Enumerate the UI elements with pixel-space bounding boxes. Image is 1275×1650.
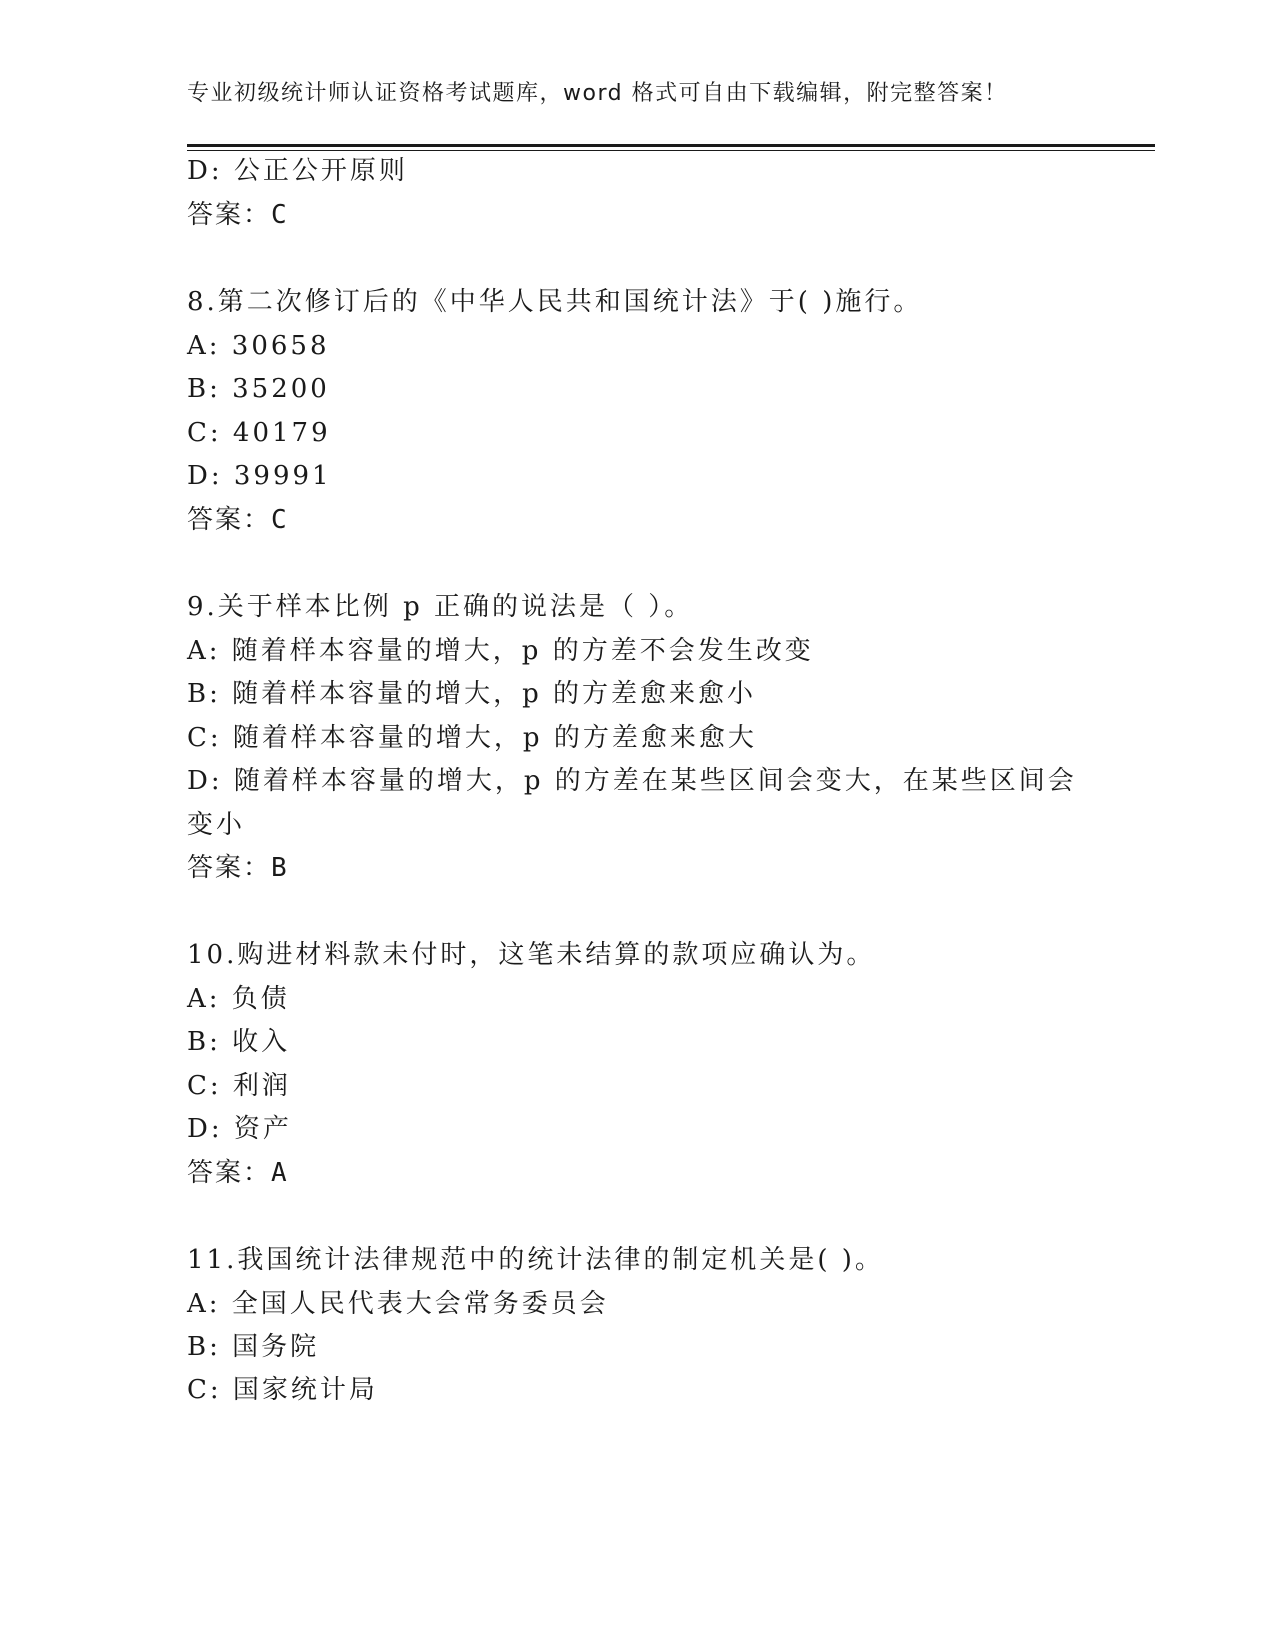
answer-value: A <box>271 1158 287 1188</box>
question-9-answer <box>187 852 287 884</box>
answer-line <box>187 199 287 231</box>
header-rule-thick <box>187 144 1155 147</box>
answer-value: C <box>271 505 287 535</box>
question-8-option-b: B: 35200 <box>187 374 330 404</box>
answer-value: C <box>271 200 287 230</box>
question-9-option-c: C: 随着样本容量的增大，p 的方差愈来愈大 <box>187 723 757 753</box>
question-10-option-d: D: 资产 <box>187 1114 292 1144</box>
question-11-option-b: B: 国务院 <box>187 1332 320 1362</box>
question-8-stem: 8.第二次修订后的《中华人民共和国统计法》于( )施行。 <box>187 287 923 317</box>
question-10-option-b: B: 收入 <box>187 1027 291 1057</box>
question-11-option-a: A: 全国人民代表大会常务委员会 <box>187 1289 609 1319</box>
question-9-option-d: D: 随着样本容量的增大，p 的方差在某些区间会变大，在某些区间会 <box>187 766 1077 796</box>
question-8-option-d: D: 39991 <box>187 461 332 491</box>
answer-value: B <box>271 853 287 883</box>
question-8-option-a: A: 30658 <box>187 331 330 361</box>
answer-label: 答案： <box>187 200 272 230</box>
page-header: 专业初级统计师认证资格考试题库，word 格式可自由下载编辑，附完整答案！ <box>187 81 1008 106</box>
question-10-option-c: C: 利润 <box>187 1071 291 1101</box>
answer-label: 答案： <box>187 505 272 535</box>
question-10-answer <box>187 1157 287 1189</box>
question-9-option-d-continued: 变小 <box>187 810 246 840</box>
question-11-option-c: C: 国家统计局 <box>187 1375 378 1405</box>
question-9-option-b: B: 随着样本容量的增大，p 的方差愈来愈小 <box>187 679 757 709</box>
question-9-stem: 9.关于样本比例 p 正确的说法是（ ）。 <box>187 592 694 622</box>
answer-label: 答案： <box>187 1158 272 1188</box>
question-10-option-a: A: 负债 <box>187 984 290 1014</box>
header-rule-thin <box>187 150 1155 151</box>
question-8-answer <box>187 504 287 536</box>
question-8-option-c: C: 40179 <box>187 418 331 448</box>
question-11-stem: 11.我国统计法律规范中的统计法律的制定机关是( )。 <box>187 1245 884 1275</box>
option-d: D: 公正公开原则 <box>187 156 408 186</box>
question-9-option-a: A: 随着样本容量的增大，p 的方差不会发生改变 <box>187 636 814 666</box>
question-10-stem: 10.购进材料款未付时，这笔未结算的款项应确认为。 <box>187 940 876 970</box>
answer-label: 答案： <box>187 853 272 883</box>
